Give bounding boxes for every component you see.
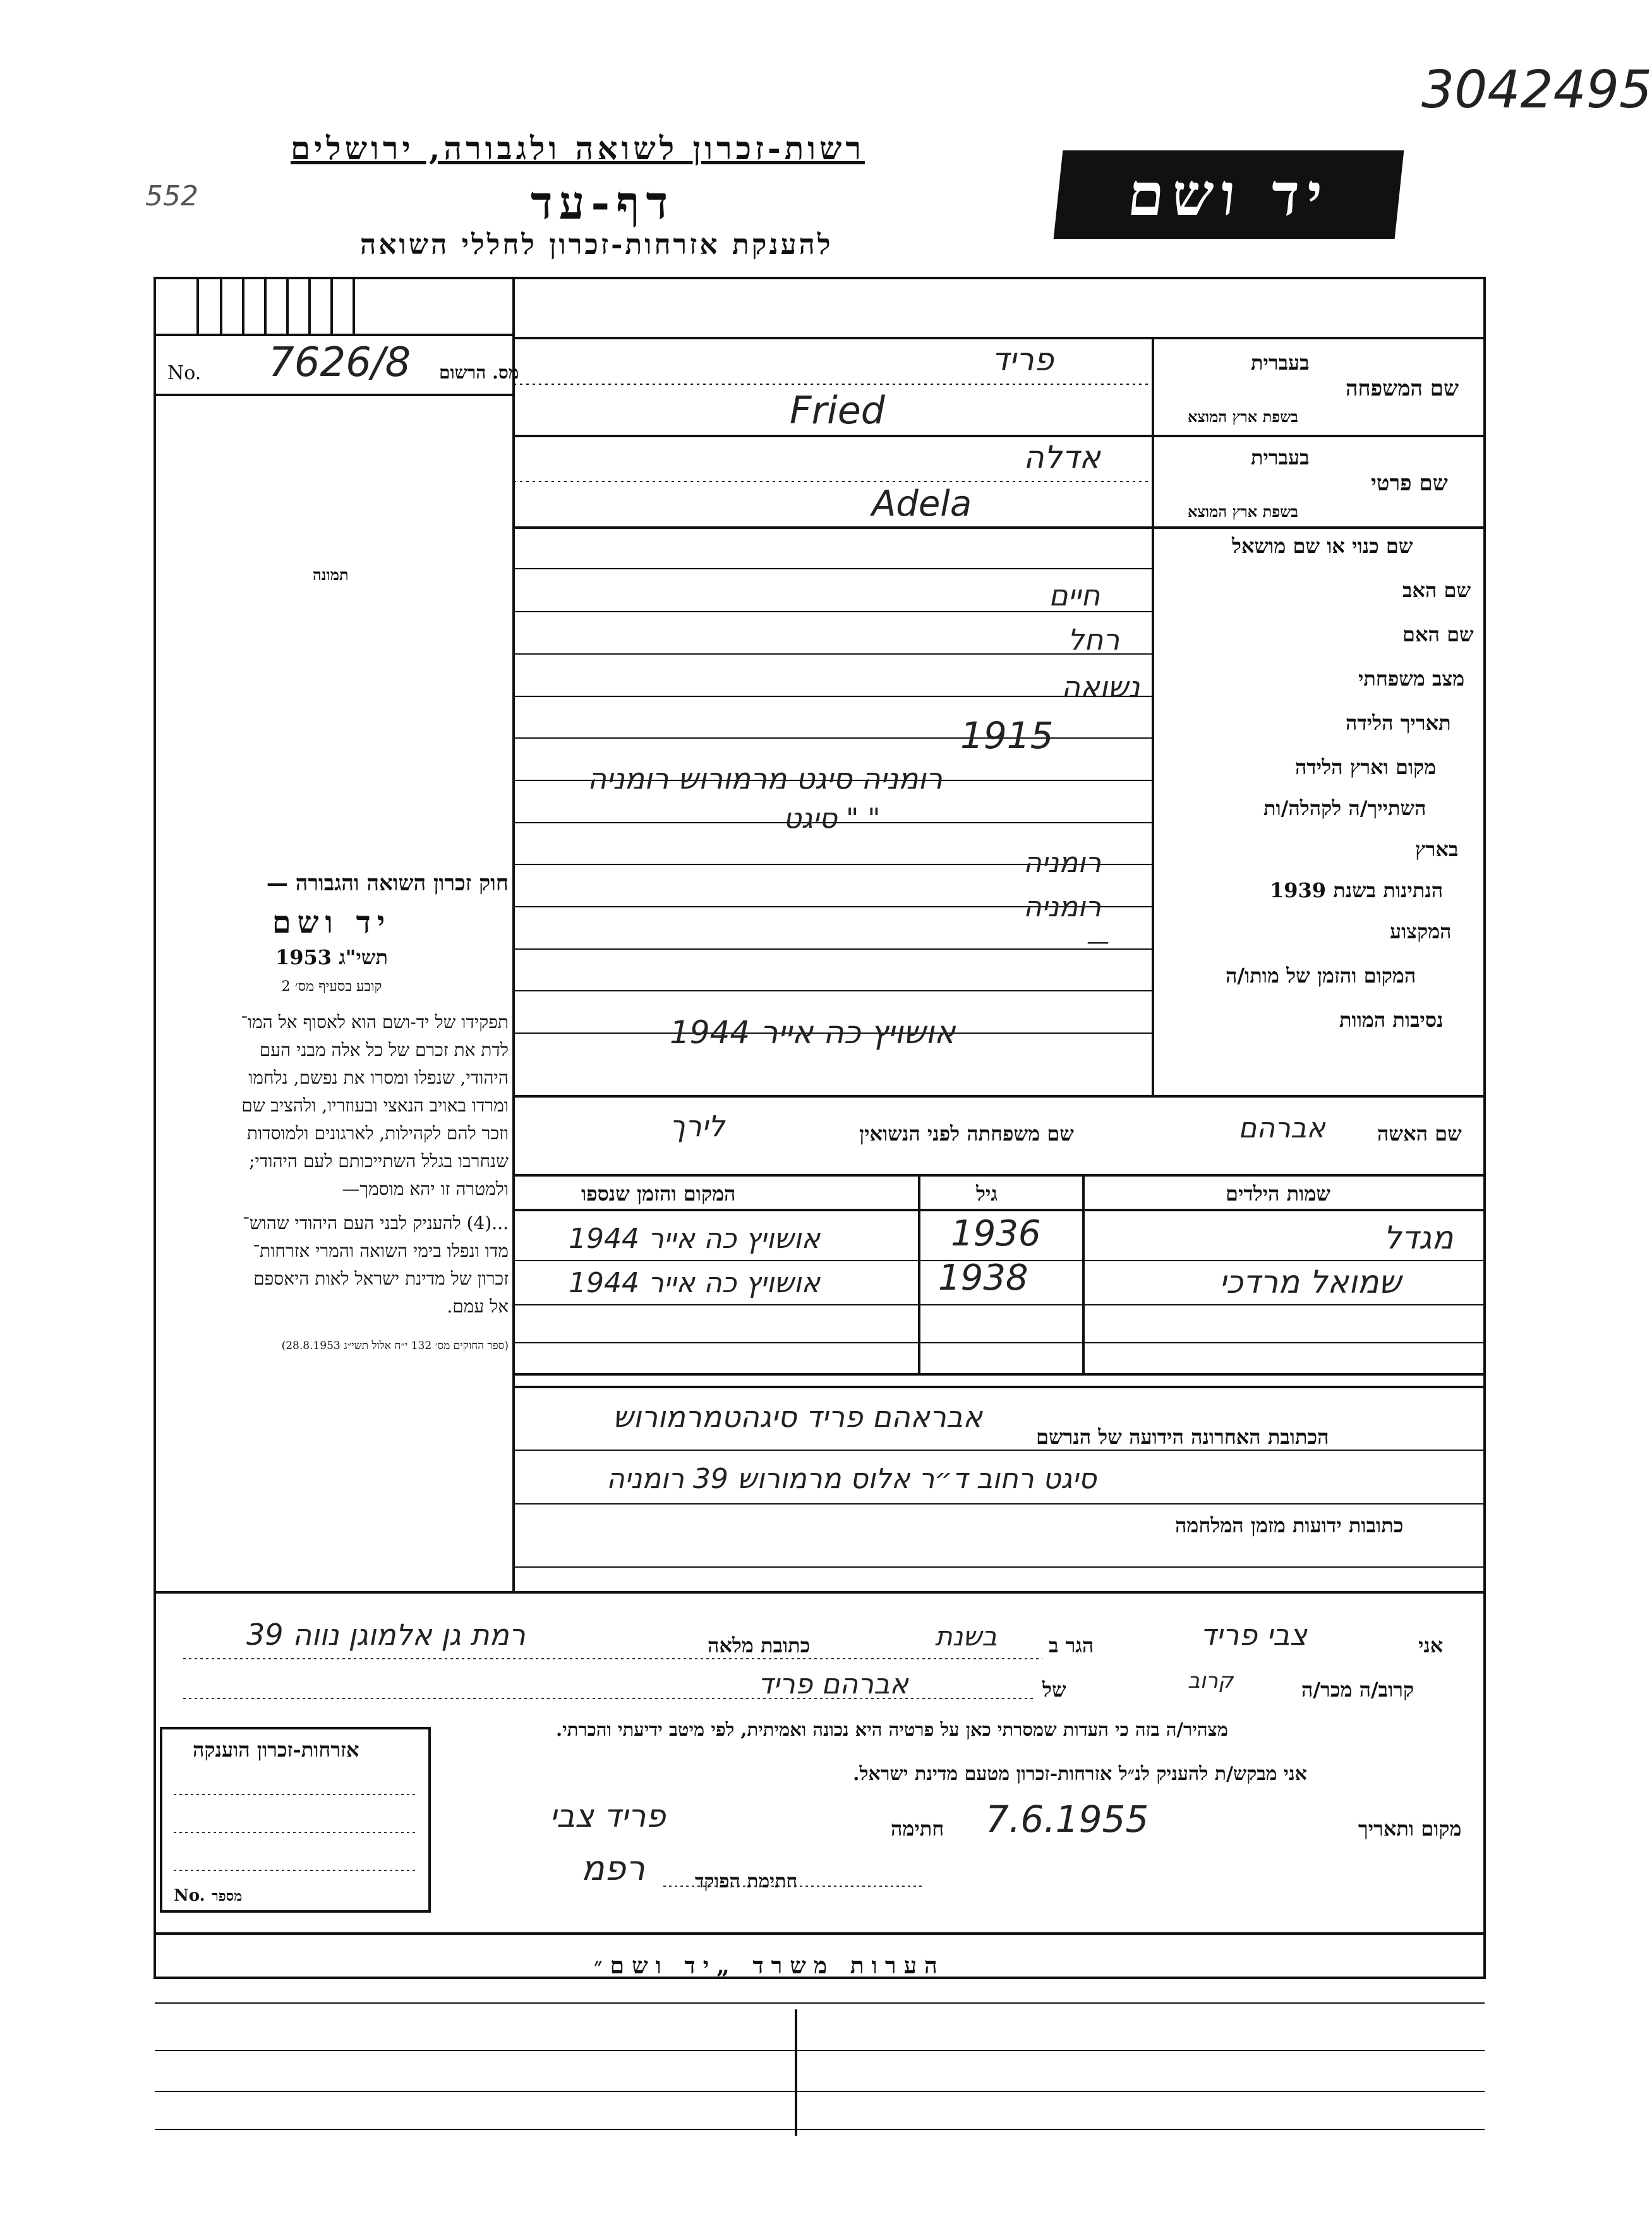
first-name-origin-label: בשפת ארץ המוצא (1188, 502, 1298, 521)
marital-status-value: נשואה (1061, 670, 1140, 704)
family-name-label: שם המשפחה (1346, 376, 1459, 401)
law-line: היהודי, שנפלו ומסרו את נפשם, נלחמו (248, 1067, 509, 1088)
child-age: 1938 (938, 1257, 1028, 1299)
spouse-value: אברהם (1238, 1112, 1325, 1144)
law-paragraph (155, 1008, 509, 1203)
form-subtitle: להענקת אזרחות-זכרון לחללי השואה (360, 229, 833, 261)
age-header: גיל (976, 1182, 998, 1206)
law-line: ...(4) להעניק לבני העם היהודי שהוש־ (243, 1213, 509, 1233)
officer-label: חתימת הפוקד (695, 1870, 798, 1892)
father-label: שם האב (1402, 578, 1471, 602)
registration-box (161, 339, 519, 389)
office-notes-title: הערות משרד „יד ושם״ (594, 1953, 945, 1979)
nickname-label: שם כנוי או שם מושאל (1232, 534, 1413, 558)
citizenship-box-number-label: מספר (212, 1888, 243, 1904)
birth-date-label: תאריך הלידה (1346, 711, 1451, 735)
citizenship-label: הנתינות בשנת 1939 (1270, 878, 1444, 902)
law-section: קובע בסעיף מס׳ 2 (281, 979, 382, 995)
resides-value: בשנת (935, 1621, 998, 1652)
resides-label: הגר ב (1049, 1633, 1094, 1657)
law-line: מדו ונפלו בימי השואה והמרי אזרחות־ (253, 1240, 509, 1261)
law-reference: (ספר החוקים מס׳ 132 י״ח אלול תשי״ג 28.8.1953) (281, 1340, 509, 1352)
law-line: זכרון של מדינת ישראל לאות היאספם (253, 1268, 509, 1289)
first-name-label: שם פרטי (1371, 471, 1448, 496)
form-title: דף-עד (531, 176, 675, 229)
mother-label: שם האם (1402, 622, 1474, 646)
wartime-address-label: כתובות ידועות מזמן המלחמה (1175, 1513, 1404, 1537)
signature-label: חתימה (891, 1817, 944, 1841)
last-address-label: הכתובת האחרונה הידועה של הנרשם (1036, 1425, 1329, 1449)
logo-text: יד ושם (1124, 160, 1333, 229)
child-place: אושויץ כה אייר 1944 (569, 1267, 821, 1299)
relation-value: קרוב (1188, 1668, 1234, 1693)
first-name-origin-value: Adela (872, 483, 972, 524)
last-address-value: אבראהם פריד סיגהטמרמורוש (613, 1400, 983, 1434)
date-value: 7.6.1955 (986, 1798, 1149, 1841)
last-address-value-2: סיגט רחוב ד״ר אלוס מרמורוש 39 רומניה (606, 1463, 1097, 1495)
registration-label: מס. הרשום (439, 362, 519, 383)
law-year: תשי"ג 1953 (275, 945, 388, 969)
country-value: רומניה (1023, 847, 1101, 879)
officer-signature: רפמ (581, 1848, 645, 1888)
declaration-prefix: אני (1418, 1633, 1444, 1657)
photo-label: תמונה (313, 566, 349, 584)
citizenship-box-number-en: No. (174, 1886, 205, 1905)
registration-label-en: No. (167, 362, 202, 384)
law-line: וזכר להם לקהילות, לארגונים ולמוסדות (246, 1123, 509, 1144)
death-cause-label: נסיבות המוות (1339, 1008, 1444, 1032)
community-label: השתייך/ה לקהלה/ות (1263, 796, 1426, 820)
citizenship-value: רומניה (1023, 891, 1101, 923)
spouse-label: שם האשה (1377, 1122, 1462, 1146)
page-counter: 552 (145, 180, 198, 212)
father-value: חיים (1049, 578, 1100, 612)
family-name-origin-label: בשפת ארץ המוצא (1188, 408, 1298, 426)
family-name-hebrew-value: פריד (992, 341, 1054, 378)
family-name-hebrew-label: בעברית (1251, 351, 1310, 375)
child-name: שמואל מרדכי (1219, 1264, 1401, 1300)
place-date-label: מקום ותאריך (1358, 1817, 1462, 1841)
death-label: המקום והזמן של מותו/ה (1226, 964, 1416, 988)
country-label: בארץ (1415, 837, 1459, 861)
marital-status-label: מצב משפחתי (1358, 667, 1465, 691)
birth-date-value: 1915 (960, 714, 1054, 757)
perished-header: המקום והזמן שנספו (581, 1182, 736, 1206)
address-value: רמת גן אלמוגן נווה 39 (246, 1618, 526, 1652)
child-age: 1936 (951, 1213, 1041, 1254)
law-line: אל עמם. (447, 1296, 509, 1317)
address-label: כתובת מלאה (708, 1633, 811, 1657)
law-line: ולמטרה זו יהא מוסמך— (342, 1178, 509, 1199)
law-paragraph-2 (155, 1209, 509, 1321)
registration-value: 7626/8 (268, 339, 411, 386)
child-place: אושויץ כה אייר 1944 (569, 1223, 821, 1255)
of-value: אברהם פריד (758, 1668, 908, 1700)
law-line: תפקידו של יד-ושם הוא לאסוף אל המו־ (241, 1012, 509, 1032)
law-line: ומרדו באויב הנאצי ובעוזריו, ולהציב שם (241, 1095, 509, 1116)
law-line: שנחרבו בגלל השתייכותם לעם היהודי; (249, 1151, 509, 1172)
authority-title: רשות-זכרון לשואה ולגבורה, ירושלים (291, 130, 865, 167)
profession-value: — (1087, 929, 1109, 955)
children-header: שמות הילדים (1226, 1182, 1330, 1206)
family-name-origin-value: Fried (790, 389, 885, 433)
community-value: סיגט " " (783, 802, 881, 835)
first-name-hebrew-value: אדלה (1023, 439, 1100, 476)
citizenship-box-title: אזרחות-זכרון הוענקה (193, 1738, 359, 1762)
first-name-hebrew-label: בעברית (1251, 445, 1310, 469)
law-block (155, 866, 509, 1352)
maiden-name-value: לירך (670, 1109, 725, 1143)
birth-place-value: רומניה סיגט מרמורוש רומניה (588, 761, 943, 796)
mother-value: רחל (1068, 622, 1120, 657)
archive-number: 3042495 (1421, 60, 1652, 120)
declarant-name: צבי פריד (1200, 1618, 1307, 1652)
child-name: מגדל (1384, 1220, 1454, 1256)
signature: פריד צבי (550, 1798, 666, 1834)
law-title: חוק זכרון השואה והגבורה — (266, 871, 509, 896)
maiden-name-label: שם משפחתה לפני הנשואין (859, 1122, 1074, 1146)
declaration-statement: מצהיר/ה בזה כי העדות שמסרתי כאן על פרטיה היא נכונה ואמיתית, לפי מיטב ידיעתי והכרתי. (556, 1719, 1228, 1740)
law-line: לדת את זכרם של כל אלה מבני העם (259, 1039, 509, 1060)
law-name: יד ושם (272, 905, 392, 940)
declaration-request: אני מבקש/ת להעניק לנ״ל אזרחות-זכרון מטעם מדינת ישראל. (853, 1763, 1307, 1785)
birth-place-label: מקום וארץ הלידה (1295, 755, 1437, 779)
relation-label: קרוב/ה מכר/ה (1301, 1678, 1414, 1702)
profession-label: המקצוע (1390, 919, 1452, 943)
of-label: של (1042, 1678, 1066, 1702)
death-value: אושויץ כה אייר 1944 (670, 1014, 956, 1051)
